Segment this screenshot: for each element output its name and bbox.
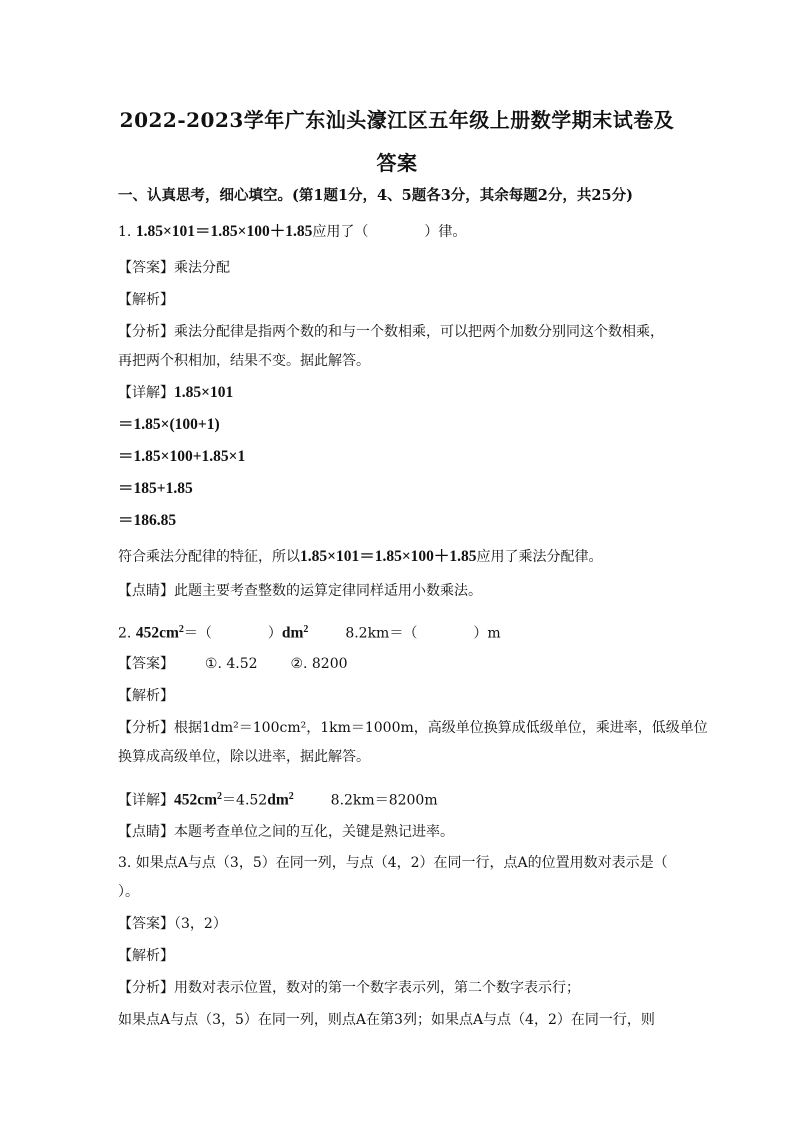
math-step: ＝1.85×(100+1): [118, 416, 220, 433]
detail-value: 8.2km＝8200m: [330, 792, 438, 809]
answer: [118, 654, 348, 674]
conclusion-line: [118, 547, 603, 567]
analysis-text: 【分析】用数对表示位置，数对的第一个数字表示列，第二个数字表示行；: [118, 980, 580, 996]
superscript: 2: [288, 791, 294, 802]
math-expression: 1.85×101＝1.85×100＋1.85: [135, 223, 313, 240]
unit: dm: [267, 791, 289, 809]
question-text: 应用了（ ）律。: [312, 224, 467, 240]
question-3-cont: ）。: [118, 884, 139, 900]
unit: dm: [281, 624, 304, 642]
superscript: 2: [178, 624, 184, 635]
detail-heading: 【详解】: [118, 792, 174, 809]
math-step: ＝185+1.85: [118, 480, 193, 497]
math-expression: 452cm: [174, 791, 218, 809]
superscript: 2: [217, 791, 223, 802]
answer: 【答案】（3，2）: [118, 916, 227, 932]
conclusion-text: 应用了乘法分配律。: [476, 549, 603, 565]
question-2: [118, 620, 501, 644]
analysis-text: 【分析】根据1dm²＝100cm²，1km＝1000m，高级单位换算成低级单位，乘进率，低级单位: [118, 720, 708, 736]
math-expression: 452cm: [135, 624, 179, 642]
comment: 【点睛】此题主要考查整数的运算定律同样适用小数乘法。: [118, 583, 482, 599]
question-number: 2.: [118, 625, 132, 642]
analysis-text: 换算成高级单位，除以进率，据此解答。: [118, 749, 370, 765]
detail-heading: 【详解】: [118, 385, 174, 401]
math-step: ＝1.85×100+1.85×1: [118, 448, 246, 465]
superscript: 2: [303, 624, 309, 635]
analysis-text: 再把两个积相加，结果不变。据此解答。: [118, 353, 370, 369]
detail-line: [118, 787, 438, 811]
answer-heading: 【答案】: [118, 656, 174, 672]
answer: 【答案】乘法分配: [118, 260, 230, 276]
answer-value: ②. 8200: [290, 656, 348, 672]
answer-value: ①. 4.52: [204, 656, 258, 672]
question-3: 3. 如果点A与点（3，5）在同一列，与点（4，2）在同一行，点A的位置用数对表示是（: [118, 855, 668, 871]
detail-line: [118, 383, 233, 403]
document-title-line2: 答案: [376, 151, 418, 175]
analysis-text: 如果点A与点（3，5）在同一列，则点A在第3列；如果点A与点（4，2）在同一行，则: [118, 1012, 655, 1028]
analysis-heading: 【解析】: [118, 292, 174, 308]
question-number: 1.: [118, 224, 132, 240]
conclusion-text: 符合乘法分配律的特征，所以: [118, 549, 300, 565]
analysis-text: 【分析】乘法分配律是指两个数的和与一个数相乘，可以把两个加数分别同这个数相乘，: [118, 324, 664, 340]
question-text: 8.2km＝（ ）m: [345, 625, 501, 642]
math-step: 1.85×101: [174, 384, 234, 401]
detail-value: ＝4.52: [222, 792, 268, 809]
math-step: ＝186.85: [118, 512, 177, 529]
analysis-heading: 【解析】: [118, 688, 174, 704]
question-1: [118, 222, 466, 242]
document-title-line1: 2022-2023学年广东汕头濠江区五年级上册数学期末试卷及: [119, 108, 675, 132]
analysis-heading: 【解析】: [118, 948, 174, 964]
blank: ＝（ ）: [183, 625, 282, 642]
comment: 【点睛】本题考查单位之间的互化，关键是熟记进率。: [118, 824, 454, 840]
math-expression: 1.85×101＝1.85×100＋1.85: [300, 548, 477, 565]
section-heading: 一、认真思考，细心填空。(第1题1分，4、5题各3分，其余每题2分，共25分): [118, 187, 633, 204]
